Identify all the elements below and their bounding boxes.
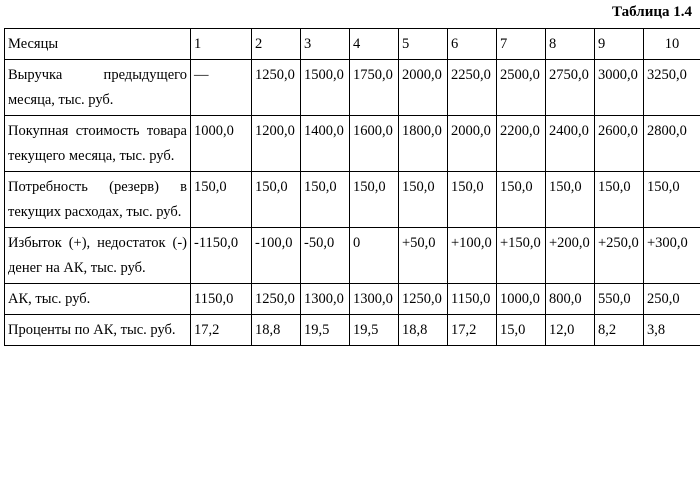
- table-cell: 17,2: [448, 315, 497, 346]
- header-month: 1: [191, 29, 252, 60]
- table-cell: 19,5: [350, 315, 399, 346]
- table-cell: 3250,0: [644, 60, 700, 116]
- table-cell: 2500,0: [497, 60, 546, 116]
- table-cell: 1150,0: [191, 284, 252, 315]
- table-cell: 1250,0: [252, 284, 301, 315]
- table-cell: 19,5: [301, 315, 350, 346]
- table-cell: 2250,0: [448, 60, 497, 116]
- table-cell: 150,0: [644, 172, 700, 228]
- table-cell: -1150,0: [191, 228, 252, 284]
- table-cell: 3000,0: [595, 60, 644, 116]
- row-label: Избыток (+), недостаток (-) денег на АК, тыс. руб.: [5, 228, 191, 284]
- table-cell: 15,0: [497, 315, 546, 346]
- header-month: 2: [252, 29, 301, 60]
- table-cell: 1200,0: [252, 116, 301, 172]
- table-cell: 150,0: [399, 172, 448, 228]
- data-table: [4, 28, 700, 346]
- table-cell: 1800,0: [399, 116, 448, 172]
- table-cell: 3,8: [644, 315, 700, 346]
- table-cell: 12,0: [546, 315, 595, 346]
- table-cell: -50,0: [301, 228, 350, 284]
- header-month: 4: [350, 29, 399, 60]
- table-cell: 2200,0: [497, 116, 546, 172]
- row-label: Выручка предыдущего месяца, тыс. руб.: [5, 60, 191, 116]
- table-row: [5, 60, 700, 116]
- table-cell: 550,0: [595, 284, 644, 315]
- table-cell: 150,0: [301, 172, 350, 228]
- header-row: [5, 29, 700, 60]
- table-cell: +150,0: [497, 228, 546, 284]
- table-cell: 1300,0: [301, 284, 350, 315]
- table-cell: 8,2: [595, 315, 644, 346]
- table-cell: 1300,0: [350, 284, 399, 315]
- table-cell: 1250,0: [399, 284, 448, 315]
- table-cell: 2750,0: [546, 60, 595, 116]
- header-month: 5: [399, 29, 448, 60]
- table-row: [5, 228, 700, 284]
- table-cell: 150,0: [191, 172, 252, 228]
- table-row: [5, 116, 700, 172]
- table-cell: 150,0: [595, 172, 644, 228]
- table-cell: 1150,0: [448, 284, 497, 315]
- table-cell: 2600,0: [595, 116, 644, 172]
- table-cell: 18,8: [399, 315, 448, 346]
- row-label: Проценты по АК, тыс. руб.: [5, 315, 191, 346]
- table-cell: 150,0: [448, 172, 497, 228]
- table-cell: +100,0: [448, 228, 497, 284]
- header-month: 10: [644, 29, 700, 60]
- header-month: 3: [301, 29, 350, 60]
- table-cell: 150,0: [546, 172, 595, 228]
- table-cell: 1000,0: [191, 116, 252, 172]
- table-cell: +250,0: [595, 228, 644, 284]
- table-cell: 800,0: [546, 284, 595, 315]
- table-cell: 1250,0: [252, 60, 301, 116]
- row-label: АК, тыс. руб.: [5, 284, 191, 315]
- table-cell: +50,0: [399, 228, 448, 284]
- table-caption: Таблица 1.4: [612, 4, 692, 20]
- table-cell: 18,8: [252, 315, 301, 346]
- table-cell: 150,0: [497, 172, 546, 228]
- table-cell: 1600,0: [350, 116, 399, 172]
- table-cell: 17,2: [191, 315, 252, 346]
- table-row: [5, 284, 700, 315]
- table-cell: 1000,0: [497, 284, 546, 315]
- header-month: 7: [497, 29, 546, 60]
- table-cell: 150,0: [350, 172, 399, 228]
- header-month: 6: [448, 29, 497, 60]
- table-row: [5, 315, 700, 346]
- table-cell: 2400,0: [546, 116, 595, 172]
- table-row: [5, 172, 700, 228]
- table-cell: 1500,0: [301, 60, 350, 116]
- table-cell: 2000,0: [448, 116, 497, 172]
- table-cell: 0: [350, 228, 399, 284]
- table-cell: +200,0: [546, 228, 595, 284]
- table-cell: 1750,0: [350, 60, 399, 116]
- table-cell: 150,0: [252, 172, 301, 228]
- table-cell: 250,0: [644, 284, 700, 315]
- header-month: 8: [546, 29, 595, 60]
- table-cell: —: [191, 60, 252, 116]
- table-cell: 1400,0: [301, 116, 350, 172]
- table-cell: -100,0: [252, 228, 301, 284]
- table-cell: 2800,0: [644, 116, 700, 172]
- row-label: Покупная стоимость товара текущего месяца, тыс. руб.: [5, 116, 191, 172]
- row-label: Потребность (резерв) в текущих расходах, тыс. руб.: [5, 172, 191, 228]
- header-label: Месяцы: [5, 29, 191, 60]
- header-month: 9: [595, 29, 644, 60]
- table-cell: +300,0: [644, 228, 700, 284]
- table-cell: 2000,0: [399, 60, 448, 116]
